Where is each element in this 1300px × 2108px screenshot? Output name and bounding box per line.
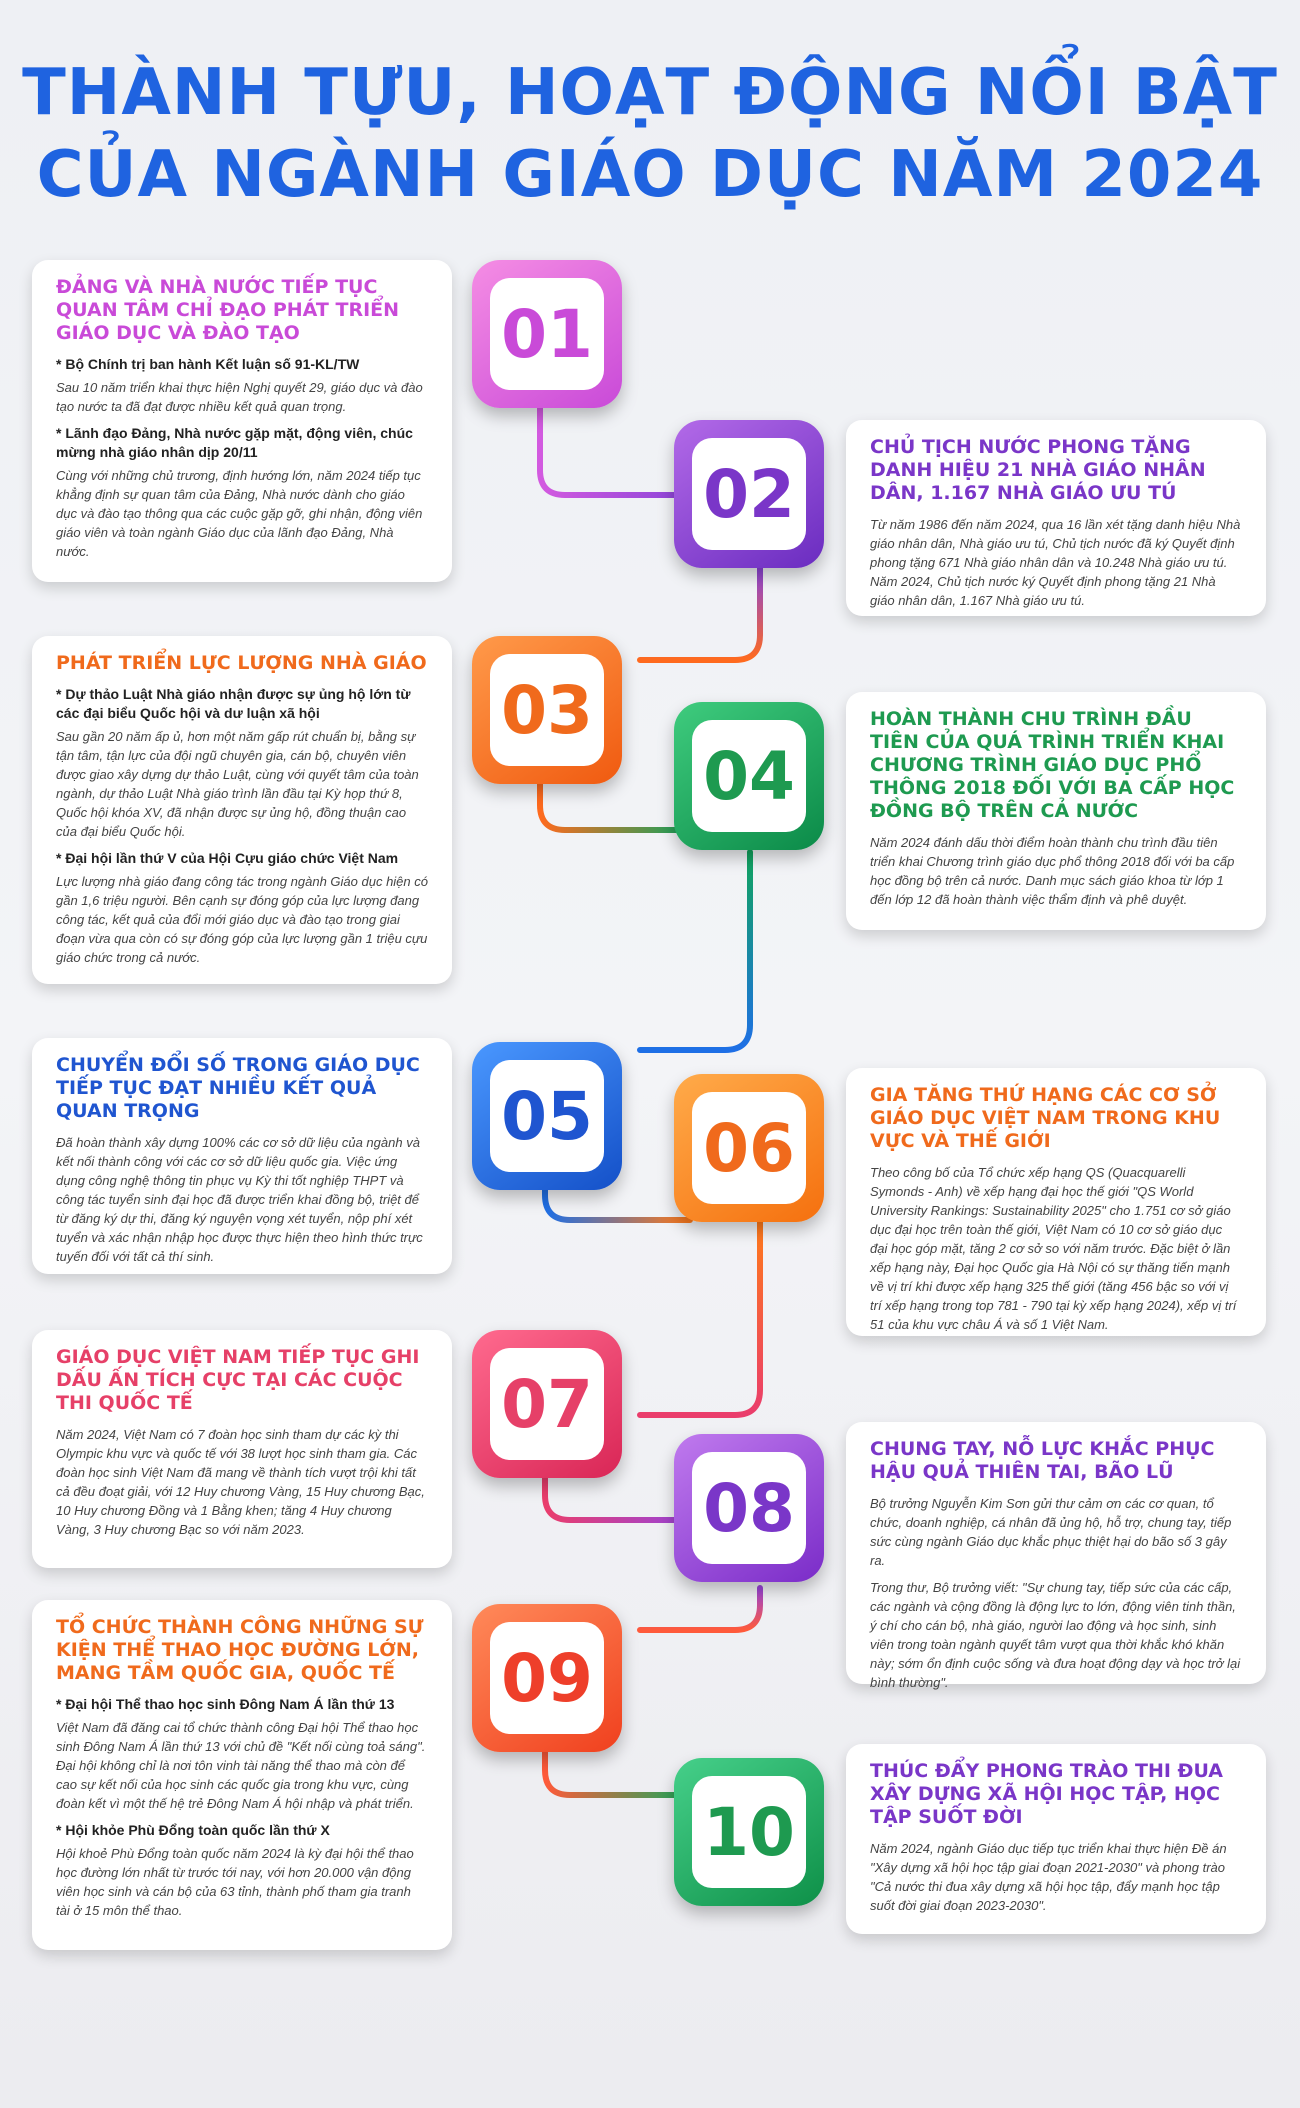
item-card-10 — [846, 1744, 1266, 1934]
title-line-2: CỦA NGÀNH GIÁO DỤC NĂM 2024 — [36, 138, 1264, 212]
item-subheading: * Đại hội lần thứ V của Hội Cựu giáo chức Việt Nam — [56, 850, 399, 866]
connector-01-02 — [540, 408, 690, 495]
badge-number: 09 — [490, 1622, 604, 1734]
item-card-02 — [846, 420, 1266, 616]
item-heading: GIA TĂNG THỨ HẠNG CÁC CƠ SỞ GIÁO DỤC VIỆT NAM TRONG KHU VỰC VÀ THẾ GIỚI — [870, 1084, 1221, 1152]
item-heading: TỔ CHỨC THÀNH CÔNG NHỮNG SỰ KIỆN THỂ THAO HỌC ĐƯỜNG LỚN, MANG TẦM QUỐC GIA, QUỐC TẾ — [56, 1616, 424, 1684]
badge-number: 04 — [692, 720, 806, 832]
item-text: Cùng với những chủ trương, định hướng lớn, năm 2024 tiếp tục khẳng định sự quan tâm của Đảng, Nhà nước dành cho giáo dục và đào tạo thông qua các cuộc gặp gỡ, ghi nhận, động viên giáo viên và toàn ngành Giáo dục của lãnh đạo Đảng, Nhà nước. — [56, 468, 423, 559]
badge-number: 06 — [692, 1092, 806, 1204]
badge-number: 02 — [692, 438, 806, 550]
item-card-07 — [32, 1330, 452, 1568]
connector-05-06 — [545, 1190, 690, 1220]
connector-07-08 — [545, 1478, 690, 1520]
item-text: Sau 10 năm triển khai thực hiện Nghị quyết 29, giáo dục và đào tạo nước ta đã đạt được nhiều kết quả quan trọng. — [56, 380, 423, 414]
item-subheading: * Hội khỏe Phù Đổng toàn quốc lần thứ X — [56, 1822, 330, 1838]
number-badge-01 — [472, 260, 622, 408]
item-card-01 — [32, 260, 452, 582]
item-card-09 — [32, 1600, 452, 1950]
item-subheading: * Dự thảo Luật Nhà giáo nhận được sự ủng hộ lớn từ các đại biểu Quốc hội và dư luận xã hội — [56, 686, 411, 721]
item-text: Năm 2024 đánh dấu thời điểm hoàn thành chu trình đầu tiên triển khai Chương trình giáo dục phổ thông 2018 đối với ba cấp học đồng bộ trên cả nước. Danh mục sách giáo khoa từ lớp 1 đến lớp 12 đã hoàn thành việc thẩm định và phê duyệt. — [870, 835, 1235, 907]
connector-06-07 — [640, 1222, 760, 1415]
badge-number: 07 — [490, 1348, 604, 1460]
item-text: Từ năm 1986 đến năm 2024, qua 16 lần xét tặng danh hiệu Nhà giáo nhân dân, Nhà giáo ưu tú, Chủ tịch nước đã ký Quyết định phong tặng 671 Nhà giáo nhân dân và 10.248 Nhà giáo ưu tú. Năm 2024, Chủ tịch nước ký Quyết định phong tặng 21 Nhà giáo nhân dân, 1.167 Nhà giáo ưu tú. — [870, 517, 1241, 608]
item-text: Sau gần 20 năm ấp ủ, hơn một năm gấp rút chuẩn bị, bằng sự tận tâm, tận lực của đội ngũ chuyên gia, cán bộ, chuyên viên được giao xây dựng dự thảo Luật, cùng với quyết tâm của toàn ngành, dự thảo Luật Nhà giáo trình lần đầu tại Kỳ họp thứ 8, Quốc hội khóa XV, đã nhận được sự ủng hộ, đồng thuận cao của đại biểu Quốc hội. — [56, 729, 419, 839]
item-subheading: * Bộ Chính trị ban hành Kết luận số 91-KL/TW — [56, 356, 360, 372]
badge-number: 03 — [490, 654, 604, 766]
item-card-03 — [32, 636, 452, 984]
item-card-06 — [846, 1068, 1266, 1336]
title-line-1: THÀNH TỰU, HOẠT ĐỘNG NỔI BẬT — [22, 56, 1278, 130]
item-subheading: * Đại hội Thể thao học sinh Đông Nam Á lần thứ 13 — [56, 1696, 395, 1712]
item-heading: CHUYỂN ĐỔI SỐ TRONG GIÁO DỤC TIẾP TỤC ĐẠT NHIỀU KẾT QUẢ QUAN TRỌNG — [56, 1054, 420, 1122]
item-subheading: * Lãnh đạo Đảng, Nhà nước gặp mặt, động viên, chúc mừng nhà giáo nhân dịp 20/11 — [56, 425, 413, 460]
connector-02-03 — [640, 568, 760, 660]
connector-09-10 — [545, 1752, 690, 1795]
badge-number: 05 — [490, 1060, 604, 1172]
number-badge-07 — [472, 1330, 622, 1478]
item-heading: ĐẢNG VÀ NHÀ NƯỚC TIẾP TỤC QUAN TÂM CHỈ ĐẠO PHÁT TRIỂN GIÁO DỤC VÀ ĐÀO TẠO — [56, 276, 400, 344]
item-heading: HOÀN THÀNH CHU TRÌNH ĐẦU TIÊN CỦA QUÁ TRÌNH TRIỂN KHAI CHƯƠNG TRÌNH GIÁO DỤC PHỔ THÔNG 2018 ĐỐI VỚI BA CẤP HỌC ĐỒNG BỘ TRÊN CẢ NƯỚC — [870, 708, 1235, 822]
number-badge-08 — [674, 1434, 824, 1582]
badge-number: 08 — [692, 1452, 806, 1564]
item-card-08 — [846, 1422, 1266, 1690]
item-text: Đã hoàn thành xây dựng 100% các cơ sở dữ liệu của ngành và kết nối thành công với các cơ sở dữ liệu quốc gia. Việc ứng dụng công nghệ thông tin phục vụ Kỳ thi tốt nghiệp THPT và công tác tuyển sinh đại học đã được triển khai đồng bộ, triệt để từ đăng ký dự thi, đăng ký nguyện vọng xét tuyển, nộp phí xét tuyển và xác nhận nhập học được thực hiện theo hình thức trực tuyến đối với tất cả thí sinh. — [56, 1135, 423, 1264]
item-heading: CHỦ TỊCH NƯỚC PHONG TẶNG DANH HIỆU 21 NHÀ GIÁO NHÂN DÂN, 1.167 NHÀ GIÁO ƯU TÚ — [870, 436, 1206, 504]
number-badge-09 — [472, 1604, 622, 1752]
number-badge-10 — [674, 1758, 824, 1906]
badge-number: 10 — [692, 1776, 806, 1888]
item-text: Bộ trưởng Nguyễn Kim Sơn gửi thư cảm ơn các cơ quan, tổ chức, doanh nghiệp, cá nhân đã ủng hộ, hỗ trợ, chung tay, tiếp sức cùng ngành Giáo dục khắc phục thiệt hại do bão số 3 gây ra. — [870, 1496, 1232, 1568]
number-badge-05 — [472, 1042, 622, 1190]
item-text: Năm 2024, ngành Giáo dục tiếp tục triển khai thực hiện Đề án "Xây dựng xã hội học tập giai đoạn 2021-2030" và phong trào "Cả nước thi đua xây dựng xã hội học tập, đẩy mạnh học tập suốt đời giai đoạn 2023-2030". — [870, 1841, 1227, 1913]
item-text: Việt Nam đã đăng cai tổ chức thành công Đại hội Thể thao học sinh Đông Nam Á lần thứ 13 với chủ đề "Kết nối cùng toả sáng". Đại hội không chỉ là nơi tôn vinh tài năng thể thao mà còn để cao sự kết nối của học sinh các quốc gia trong khu vực, cùng đoàn kết vì một thế hệ trẻ Đông Nam Á hội nhập và phát triển. — [56, 1720, 426, 1811]
item-text: Trong thư, Bộ trưởng viết: "Sự chung tay, tiếp sức của các cấp, các ngành và cộng đồng là động lực to lớn, động viên tinh thần, ý chí cho cán bộ, nhà giáo, người lao động và học sinh, sinh viên trong toàn ngành quyết tâm vượt qua thời khắc khó khăn này; sớm ổn định cuộc sống và đưa hoạt động dạy và học trở lại bình thường". — [870, 1580, 1241, 1690]
item-heading: CHUNG TAY, NỖ LỰC KHẮC PHỤC HẬU QUẢ THIÊN TAI, BÃO LŨ — [870, 1438, 1215, 1483]
connector-08-09 — [640, 1588, 760, 1630]
connector-03-04 — [540, 784, 690, 830]
badge-number: 01 — [490, 278, 604, 390]
item-heading: GIÁO DỤC VIỆT NAM TIẾP TỤC GHI DẤU ẤN TÍCH CỰC TẠI CÁC CUỘC THI QUỐC TẾ — [56, 1346, 420, 1414]
number-badge-04 — [674, 702, 824, 850]
item-card-04 — [846, 692, 1266, 930]
number-badge-02 — [674, 420, 824, 568]
item-text: Hội khoẻ Phù Đổng toàn quốc năm 2024 là kỳ đại hội thể thao học đường lớn nhất từ trước tới nay, với hơn 20.000 vận động viên học sinh và cán bộ của 63 tỉnh, thành phố tham gia tranh tài ở 15 môn thể thao. — [56, 1846, 414, 1918]
number-badge-06 — [674, 1074, 824, 1222]
item-text: Theo công bố của Tổ chức xếp hạng QS (Quacquarelli Symonds - Anh) về xếp hạng đại học thế giới "QS World University Rankings: Sustainability 2025" cho 1.751 cơ sở giáo dục đại học trên toàn thế giới, Việt Nam có 10 cơ sở giáo dục đại học góp mặt, tăng 2 cơ sở so với năm trước. Đặc biệt ở lần xếp hạng này, Đại học Quốc gia Hà Nội có sự thăng tiến mạnh về vị trí khi được xếp hạng 325 thế giới (tăng 456 bậc so với vị trí xếp hạng trong top 781 - 790 tại kỳ xếp hạng 2024), xếp vị trí 51 của khu vực châu Á và số 1 Việt Nam. — [870, 1165, 1237, 1332]
item-heading: PHÁT TRIỂN LỰC LƯỢNG NHÀ GIÁO — [56, 652, 427, 674]
item-heading: THÚC ĐẨY PHONG TRÀO THI ĐUA XÂY DỰNG XÃ HỘI HỌC TẬP, HỌC TẬP SUỐT ĐỜI — [870, 1760, 1224, 1828]
connector-04-05 — [640, 852, 750, 1050]
item-text: Năm 2024, Việt Nam có 7 đoàn học sinh tham dự các kỳ thi Olympic khu vực và quốc tế với 38 lượt học sinh tham gia. Các đoàn học sinh Việt Nam đã mang về thành tích vượt trội khi tất cả đều đoạt giải, với 12 Huy chương Vàng, 15 Huy chương Bạc, 10 Huy chương Đồng và 1 Bằng khen; tăng 4 Huy chương Vàng, 3 Huy chương Bạc so với năm 2023. — [56, 1427, 425, 1537]
item-text: Lực lượng nhà giáo đang công tác trong ngành Giáo dục hiện có gần 1,6 triệu người. Bên cạnh sự đóng góp của lực lượng đang công tác, kết quả của đổi mới giáo dục và đào tạo trong giai đoạn vừa qua còn có sự đóng góp của lực lượng gần 1 triệu cựu giáo chức trong cả nước. — [56, 874, 428, 965]
number-badge-03 — [472, 636, 622, 784]
item-card-05 — [32, 1038, 452, 1274]
